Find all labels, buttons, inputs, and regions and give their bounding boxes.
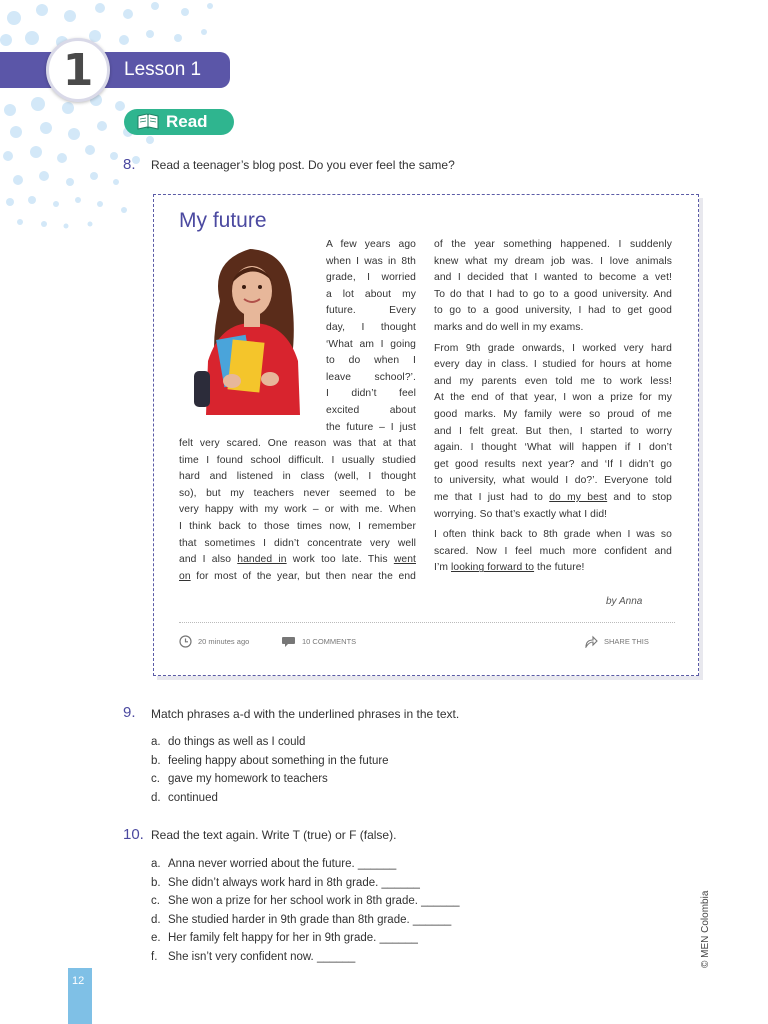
text-line: grade, I worried bbox=[326, 272, 416, 284]
share-arrow-icon bbox=[584, 635, 598, 648]
lesson-number-badge bbox=[46, 38, 110, 102]
text-line: and I decided that I wanted to become a vet! bbox=[434, 272, 672, 284]
text-line: leave school?’. bbox=[326, 371, 416, 383]
item-letter: a. bbox=[151, 736, 161, 748]
item-text: She isn’t very confident now. ______ bbox=[168, 950, 356, 963]
clock-icon bbox=[179, 635, 192, 648]
item-letter: d. bbox=[151, 791, 161, 804]
question-9-number: 9. bbox=[123, 704, 136, 721]
text-line: To do that I had to go to a good university. And bbox=[434, 288, 672, 300]
lesson-title: Lesson 1 bbox=[124, 59, 202, 80]
item-text: continued bbox=[168, 791, 218, 804]
list-item bbox=[151, 895, 460, 914]
item-letter: f. bbox=[151, 950, 158, 963]
text-line: a lot about my bbox=[326, 288, 416, 300]
text-line: From 9th grade onwards, I worked very hard bbox=[434, 342, 672, 354]
text-line: very happy with my work – or with me. When bbox=[179, 504, 416, 516]
item-text: gave my homework to teachers bbox=[168, 773, 328, 785]
read-section-label bbox=[124, 109, 234, 135]
question-10-number: 10. bbox=[123, 826, 144, 843]
text-span: the future! bbox=[534, 562, 585, 574]
blog-card bbox=[153, 194, 699, 676]
item-letter: b. bbox=[151, 876, 161, 889]
underlined-phrase-looking-forward-to: looking forward to bbox=[451, 562, 535, 574]
post-time bbox=[179, 635, 249, 648]
item-text: She won a prize for her school work in 8th grade. ______ bbox=[168, 895, 460, 907]
item-letter: d. bbox=[151, 913, 161, 926]
text-line: to do when I bbox=[326, 355, 416, 367]
text-line: I think back to those times now, I remember bbox=[179, 520, 416, 532]
text-span: and to stop bbox=[607, 491, 673, 503]
question-9-list bbox=[151, 736, 389, 810]
blog-col2 bbox=[434, 237, 672, 577]
text-line: when I was in 8th bbox=[326, 255, 416, 267]
item-letter: e. bbox=[151, 932, 161, 944]
text-span: work too late. This bbox=[286, 554, 394, 566]
text-line: worrying. So that’s exactly what I did! bbox=[434, 508, 608, 520]
text-line: At the end of that year, I won a prize for my bbox=[434, 392, 672, 404]
text-line: that sometimes I didn’t concentrate very well bbox=[179, 537, 416, 549]
text-line: knew what my dream job was. I love animals bbox=[434, 255, 672, 267]
text-line: excited about bbox=[326, 404, 416, 416]
read-label: Read bbox=[166, 112, 208, 131]
underlined-phrase-do-my-best: do my best bbox=[549, 491, 608, 503]
item-letter: c. bbox=[151, 895, 160, 907]
comments-link[interactable] bbox=[281, 635, 356, 648]
item-text: feeling happy about something in the future bbox=[168, 754, 389, 767]
list-item bbox=[151, 792, 389, 811]
underlined-phrase-went: went bbox=[393, 554, 417, 566]
text-line: and my parents even told me to work less! bbox=[434, 375, 672, 387]
item-letter: b. bbox=[151, 754, 161, 767]
item-text: Anna never worried about the future. ______ bbox=[168, 858, 397, 870]
underlined-phrase-on: on bbox=[179, 570, 191, 582]
text-line: the future – I just bbox=[326, 421, 416, 433]
list-item bbox=[151, 932, 460, 951]
text-line: good marks. My family were so proud of me bbox=[434, 408, 672, 420]
list-item bbox=[151, 755, 389, 774]
book-icon bbox=[136, 113, 160, 131]
item-text: She studied harder in 9th grade than 8th grade. ______ bbox=[168, 913, 452, 926]
text-span: me that I just had to bbox=[434, 491, 550, 503]
text-line bbox=[434, 490, 672, 507]
text-line: ‘What am I going bbox=[326, 338, 416, 350]
text-line: I didn’t feel bbox=[326, 388, 416, 400]
item-text: do things as well as I could bbox=[168, 736, 306, 748]
post-time-text: 20 minutes ago bbox=[198, 637, 250, 646]
student-photo bbox=[180, 241, 314, 415]
lesson-number: 1 bbox=[62, 44, 94, 96]
comments-count-text: 10 COMMENTS bbox=[302, 637, 357, 646]
list-item bbox=[151, 773, 389, 792]
text-line: future. Every bbox=[326, 305, 416, 317]
item-letter: c. bbox=[151, 773, 160, 785]
text-line: hard and listened in class (well, I thought bbox=[179, 471, 416, 483]
text-span: for most of the year, but then near the end bbox=[190, 570, 416, 582]
text-line: time I found school difficult. I usually studied bbox=[179, 454, 416, 466]
item-letter: a. bbox=[151, 858, 161, 870]
list-item bbox=[151, 951, 460, 970]
blog-col1-wrapped bbox=[326, 237, 416, 436]
underlined-phrase-handed-in: handed in bbox=[237, 554, 287, 566]
text-line: A few years ago bbox=[326, 239, 416, 250]
page-number: 12 bbox=[72, 975, 85, 987]
blog-title: My future bbox=[179, 209, 267, 232]
share-link[interactable] bbox=[584, 635, 649, 648]
text-span: and I also bbox=[179, 554, 238, 566]
text-line: felt very scared. One reason was that at that bbox=[179, 438, 416, 449]
text-line bbox=[434, 560, 672, 577]
text-line: and I felt great. But then, I started to worry bbox=[434, 425, 672, 437]
text-line: again. I thought ‘What will happen if I don’t bbox=[434, 442, 672, 454]
text-line: get good results next year? and ‘If I didn’t go bbox=[434, 458, 672, 470]
text-line: day, I thought bbox=[326, 321, 416, 333]
blog-byline: by Anna bbox=[606, 596, 643, 607]
text-line: every day in class. I studied for hours at home bbox=[434, 359, 672, 371]
question-10-instruction: Read the text again. Write T (true) or F (false). bbox=[151, 828, 397, 842]
card-divider bbox=[179, 622, 675, 623]
comment-bubble-icon bbox=[281, 635, 296, 648]
text-line: marks and do well in my exams. bbox=[434, 321, 584, 333]
text-span: I’m bbox=[434, 562, 451, 574]
text-line bbox=[179, 552, 416, 569]
question-8-instruction: Read a teenager’s blog post. Do you ever feel the same? bbox=[151, 158, 455, 172]
list-item bbox=[151, 736, 389, 755]
question-10-list bbox=[151, 858, 460, 969]
text-line bbox=[179, 569, 416, 586]
text-line: scared. Now I feel much more confident and bbox=[434, 545, 672, 557]
question-9-instruction: Match phrases a-d with the underlined phrases in the text. bbox=[151, 707, 460, 721]
list-item bbox=[151, 877, 460, 896]
text-line: to university, what would I do?’. Everyone told bbox=[434, 475, 672, 487]
share-text: SHARE THIS bbox=[604, 637, 649, 646]
text-line: I often think back to 8th grade when I was so bbox=[434, 529, 672, 541]
blog-col1-full bbox=[179, 436, 416, 585]
text-line: so), but my teachers never seemed to be bbox=[179, 487, 416, 499]
item-text: She didn’t always work hard in 8th grade. ______ bbox=[168, 876, 420, 889]
question-8-number: 8. bbox=[123, 156, 136, 173]
list-item bbox=[151, 858, 460, 877]
copyright-notice: © MEN Colombia bbox=[700, 890, 711, 968]
text-line: to go to a good university, I had to get good bbox=[434, 305, 672, 317]
list-item bbox=[151, 914, 460, 933]
item-text: Her family felt happy for her in 9th grade. ______ bbox=[168, 932, 418, 944]
text-line: of the year something happened. I suddenly bbox=[434, 239, 672, 250]
